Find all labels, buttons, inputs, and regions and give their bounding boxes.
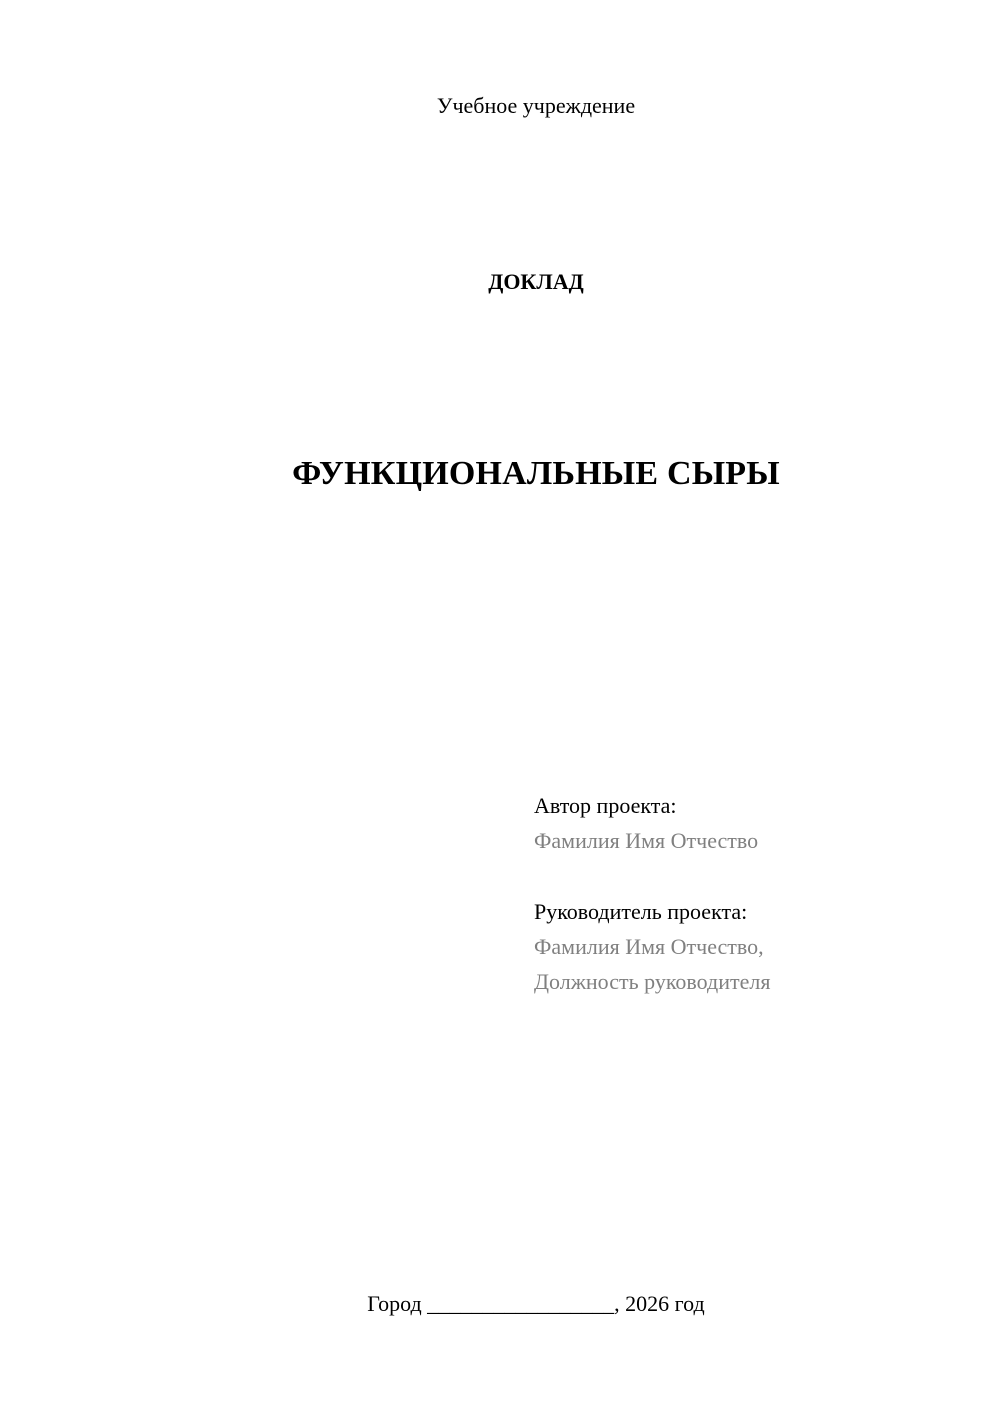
author-label: Автор проекта: bbox=[534, 793, 677, 818]
credits-spacer bbox=[534, 858, 974, 894]
author-name: Фамилия Имя Отчество bbox=[534, 828, 759, 853]
supervisor-name: Фамилия Имя Отчество, bbox=[534, 934, 764, 959]
institution-name: Учебное учреждение bbox=[436, 93, 636, 118]
document-type: ДОКЛАД bbox=[488, 269, 584, 294]
supervisor-position: Должность руководителя bbox=[534, 969, 771, 994]
city-year-line: Город _________________, 2026 год bbox=[367, 1291, 705, 1316]
document-title: ФУНКЦИОНАЛЬНЫЕ СЫРЫ bbox=[292, 455, 780, 492]
credits-block bbox=[534, 788, 974, 999]
supervisor-label: Руководитель проекта: bbox=[534, 899, 748, 924]
